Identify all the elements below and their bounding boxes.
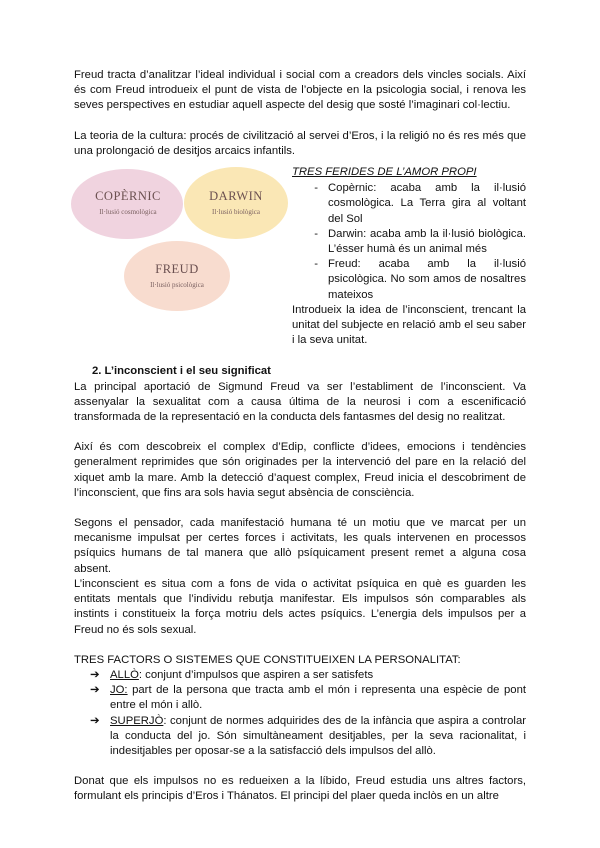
section-paragraph-2: Així és com descobreix el complex d’Edip, conflicte d’idees, emocions i tendències generalment reprimides que són originades per la intervenció del pare en la relació del xiquet amb la mare. Amb la detecció d’aquest complex, Freud inicia el descobriment de l’inconscient, que fins ara sols havia segut absència de consciència. (74, 441, 526, 499)
venn-title-darwin: DARWIN (209, 189, 263, 204)
wound-item (292, 181, 526, 227)
wounds-title: TRES FERIDES DE L’AMOR PROPI (292, 166, 477, 179)
venn-subtitle-freud: Il·lusió psicològica (150, 281, 204, 290)
arrow-icon: ➔ (90, 684, 100, 697)
factor-term: SUPERJÒ (110, 714, 164, 727)
factor-text: : conjunt d’impulsos que aspiren a ser satisfets (138, 668, 374, 681)
factor-term: JO: (110, 684, 128, 697)
venn-title-freud: FREUD (155, 262, 199, 277)
intro-paragraph-2: La teoria de la cultura: procés de civilització al servei d’Eros, i la religió no és res més que una prolongació de desitjos arcaics infantils. (74, 129, 526, 157)
intro-paragraph-1: Freud tracta d’analitzar l’ideal individual i social com a creadors dels vincles socials. Així és com Freud introdueix el punt de vista de l’objecte en la psicologia social, i renova les seves perspectives en estudiar aquell aspecte del desig que sosté l’imaginari col·lectiu. (74, 69, 526, 112)
wound-text: Copèrnic: acaba amb la il·lusió cosmològica. La Terra gira al voltant del Sol (328, 182, 526, 225)
wound-item (292, 227, 526, 257)
document-page (74, 68, 526, 805)
dash-marker: - (314, 258, 318, 271)
venn-title-copernic: COPÈRNIC (95, 189, 161, 204)
section-paragraph-4: L’inconscient es situa com a fons de vida o activitat psíquica en què es guarden les entitats mentals que l’individu rebutja manifestar. Els impulsos són comparables als instints i constitueix la força motriu dels actes psíquics. L’energia dels impulsos per a Freud no és sols sexual. (74, 577, 526, 636)
wound-text: Darwin: acaba amb la il·lusió biològica. L’ésser humà és un animal més (328, 227, 526, 256)
venn-subtitle-darwin: Il·lusió biològica (211, 208, 261, 217)
dash-marker: - (314, 227, 318, 240)
section-heading: 2. L’inconscient i el seu significat (92, 365, 271, 378)
wounds-outro: Introdueix la idea de l’inconscient, trencant la unitat del subjecte en relació amb el seu saber i la seva unitat. (292, 303, 526, 347)
wound-text: Freud: acaba amb la il·lusió psicològica. No som amos de nosaltres mateixos (328, 258, 526, 301)
factor-text: part de la persona que tracta amb el món i representa una espècie de pont entre el món i allò. (110, 684, 526, 712)
closing-paragraph: Donat que els impulsos no es redueixen a la líbido, Freud estudia uns altres factors, formulant els principis d’Eros i Thánatos. El principi del plaer queda inclòs en un altre (74, 775, 526, 803)
wounds-section (292, 165, 526, 348)
venn-and-wounds (74, 165, 526, 348)
dash-marker: - (314, 182, 318, 195)
arrow-icon: ➔ (90, 714, 100, 727)
section-paragraph-3: Segons el pensador, cada manifestació humana té un motiu que ve marcat per un mecanisme impulsat per certes forces i activitats, les quals intervenen en processos psíquics humans de tal manera que allò psíquicament present remet a alguna cosa absent. (74, 517, 526, 575)
section-paragraph-1: La principal aportació de Sigmund Freud va ser l’establiment de l’inconscient. Va assenyalar la sexualitat com a causa última de la neurosi i com a escenificació transformada de la representació en la conducta dels fantasmes del desig no realitzat. (74, 380, 526, 424)
wound-item (292, 257, 526, 303)
venn-subtitle-copernic: Il·lusió cosmològica (99, 208, 157, 217)
factor-term: ALLÒ (110, 668, 139, 681)
factors-title: TRES FACTORS O SISTEMES QUE CONSTITUEIXEN LA PERSONALITAT: (74, 653, 461, 666)
arrow-icon: ➔ (90, 668, 100, 681)
factor-text: : conjunt de normes adquirides des de la infància que aspira a controlar la conducta del jo. Són simultàneament desitjables, per la seva racionalitat, i indesitjables per oposar-se a la satisfacció dels impulsos del allò. (110, 714, 526, 757)
factor-item (90, 714, 526, 760)
factor-item (90, 668, 526, 683)
factor-item (90, 683, 526, 713)
venn-diagram (74, 165, 289, 315)
